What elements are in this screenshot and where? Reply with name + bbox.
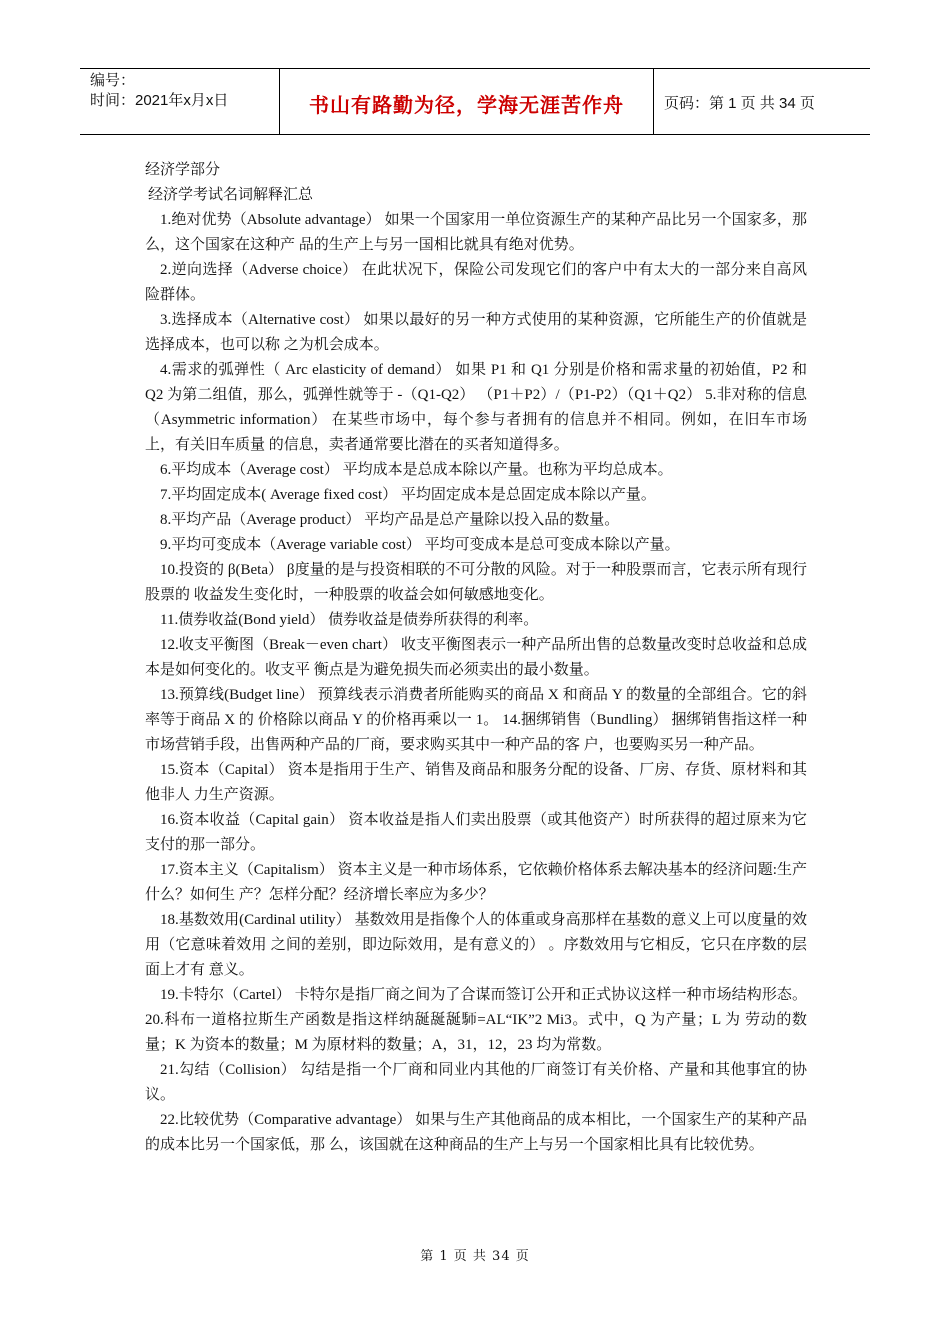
term-entry: 15.资本（Capital） 资本是指用于生产、销售及商品和服务分配的设备、厂房、存货、原材料和其他非人 力生产资源。 (145, 762, 807, 803)
document-header (80, 68, 870, 135)
header-page-cell (654, 69, 870, 134)
term-entry: 1.绝对优势（Absolute advantage） 如果一个国家用一单位资源生产的某种产品比另一个国家多，那么，这个国家在这种产 品的生产上与另一国相比就具有绝对优势。 (145, 212, 807, 253)
term-entry: 22.比较优势（Comparative advantage） 如果与生产其他商品的成本相比，一个国家生产的某种产品的成本比另一个国家低，那 么，该国就在这种商品的生产上与另一个国家相比具有比较优势。 (145, 1112, 807, 1153)
term-entry: 4.需求的弧弹性（ Arc elasticity of demand） 如果 P1 和 Q1 分别是价格和需求量的初始值，P2 和 Q2 为第二组值，那么，弧弹性就等于 -（Q1-Q2） （P1＋P2）/（P1-P2）（Q1＋Q2） 5.非对称的信息（Asymmetric information） 在某些市场中，每个参与者拥有的信息并不相同。例如，在旧车市场上，有关旧车质量 的信息，卖者通常要比潜在的买者知道得多。 (145, 362, 807, 453)
header-left-cell (80, 69, 280, 134)
date-label: 时间：2021年x月x日 (90, 92, 229, 109)
term-entry: 13.预算线(Budget line） 预算线表示消费者所能购买的商品 X 和商品 Y 的数量的全部组合。它的斜率等于商品 X 的 价格除以商品 Y 的价格再乘以一 1。 14.捆绑销售（Bundling） 捆绑销售指这样一种市场营销手段，出售两种产品的厂商，要求购买其中一种产品的客 户，也要购买另一种产品。 (145, 687, 807, 753)
term-entry: 11.债券收益(Bond yield） 债券收益是债券所获得的利率。 (160, 612, 539, 628)
footer-page-number: 第 1 页 共 34 页 (420, 1249, 530, 1264)
term-entry: 6.平均成本（Average cost） 平均成本是总成本除以产量。也称为平均总成本。 (160, 462, 673, 478)
term-entry: 21.勾结（Collision） 勾结是指一个厂商和同业内其他的厂商签订有关价格、产量和其他事宜的协议。 (145, 1062, 807, 1103)
page-info: 页码：第 1 页 共 34 页 (664, 95, 815, 112)
term-entry: 17.资本主义（Capitalism） 资本主义是一种市场体系，它依赖价格体系去解决基本的经济问题:生产什么？如何生 产？怎样分配？经济增长率应为多少？ (145, 862, 807, 903)
term-entry: 16.资本收益（Capital gain） 资本收益是指人们卖出股票（或其他资产）时所获得的超过原来为它支付的那一部分。 (145, 812, 807, 853)
motto-text: 书山有路勤为径，学海无涯苦作舟 (309, 93, 624, 117)
term-entry: 18.基数效用(Cardinal utility） 基数效用是指像个人的体重或身高那样在基数的意义上可以度量的效用（它意味着效用 之间的差别，即边际效用，是有意义的） 。序数效用与它相反，它只在序数的层面上才有 意义。 (145, 912, 807, 978)
document-subtitle: 经济学考试名词解释汇总 (148, 187, 314, 203)
header-motto-cell (280, 69, 654, 134)
term-entry: 19.卡特尔（Cartel） 卡特尔是指厂商之间为了合谋而签订公开和正式协议这样一种市场结构形态。 20.科布一道格拉斯生产函数是指这样纳𦧝𦧝𦧝𩡸=AL“IK”2 Mi3。式中，Q 为产量；L 为 劳动的数量；K 为资本的数量；M 为原材料的数量；A，31，12，23 均为常数。 (145, 987, 807, 1053)
page-footer (0, 1245, 950, 1264)
term-entry: 2.逆向选择（Adverse choice） 在此状况下，保险公司发现它们的客户中有太大的一部分来自高风险群体。 (145, 262, 807, 303)
term-entry: 12.收支平衡图（Break－even chart） 收支平衡图表示一种产品所出售的总数量改变时总收益和总成本是如何变化的。收支平 衡点是为避免损失而必须卖出的最小数量。 (145, 637, 807, 678)
document-body (145, 158, 807, 1158)
number-label: 编号： (90, 72, 136, 89)
term-entry: 8.平均产品（Average product） 平均产品是总产量除以投入品的数量。 (160, 512, 620, 528)
term-entry: 9.平均可变成本（Average variable cost） 平均可变成本是总可变成本除以产量。 (160, 537, 680, 553)
term-entry: 3.选择成本（Alternative cost） 如果以最好的另一种方式使用的某种资源，它所能生产的价值就是选择成本，也可以称 之为机会成本。 (145, 312, 807, 353)
term-entry: 7.平均固定成本( Average fixed cost） 平均固定成本是总固定成本除以产量。 (160, 487, 656, 503)
term-entry: 10.投资的 β(Beta） β度量的是与投资相联的不可分散的风险。对于一种股票而言，它表示所有现行股票的 收益发生变化时，一种股票的收益会如何敏感地变化。 (145, 562, 807, 603)
section-title: 经济学部分 (145, 162, 221, 178)
